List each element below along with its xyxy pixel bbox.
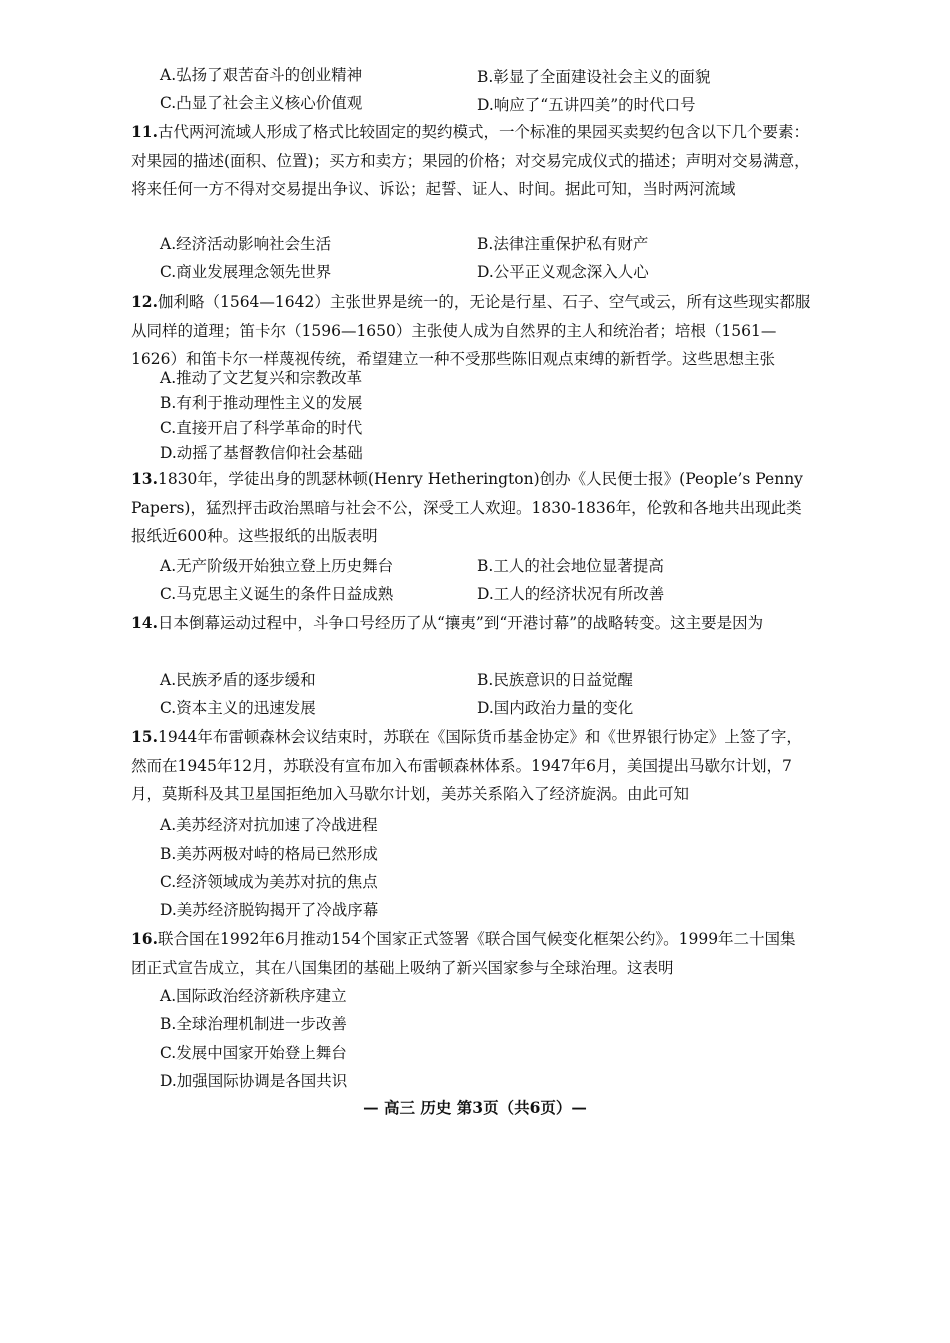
question-stem bbox=[131, 723, 811, 809]
q16-option-d: D.加强国际协调是各国共识 bbox=[160, 1072, 348, 1090]
q13-option-b: B.工人的社会地位显著提高 bbox=[477, 557, 664, 575]
q12-option-c: C.直接开启了科学革命的时代 bbox=[160, 419, 363, 437]
question-text: 古代两河流域人形成了格式比较固定的契约模式，一个标准的果园买卖契约包含以下几个要素：对果园的描述(面积、位置)；买方和卖方；果园的价格；对交易完成仪式的描述；声明对交易满意，将来任何一方不得对交易提出争议、诉讼；起誓、证人、时间。据此可知，当时两河流域 bbox=[131, 123, 810, 199]
question-number: 13. bbox=[131, 469, 158, 488]
q15-option-c: C.经济领域成为美苏对抗的焦点 bbox=[160, 873, 378, 891]
q12-option-a: A.推动了文艺复兴和宗教改革 bbox=[160, 369, 363, 387]
q11-option-c: C.商业发展理念领先世界 bbox=[160, 263, 332, 281]
q11-option-d: D.公平正义观念深入人心 bbox=[477, 263, 649, 281]
q10-option-c: C.凸显了社会主义核心价值观 bbox=[160, 94, 363, 112]
q14-option-d: D.国内政治力量的变化 bbox=[477, 699, 634, 717]
page-footer: — 高三 历史 第3页（共6页）— bbox=[363, 1098, 587, 1117]
q14-option-a: A.民族矛盾的逐步缓和 bbox=[160, 671, 316, 689]
question-number: 16. bbox=[131, 929, 158, 948]
q13-option-a: A.无产阶级开始独立登上历史舞台 bbox=[160, 557, 394, 575]
question-stem bbox=[131, 288, 811, 374]
q16-option-c: C.发展中国家开始登上舞台 bbox=[160, 1044, 347, 1062]
q15-option-b: B.美苏两极对峙的格局已然形成 bbox=[160, 845, 378, 863]
q10-option-d: D.响应了“五讲四美”的时代口号 bbox=[477, 96, 696, 114]
q10-option-b: B.彰显了全面建设社会主义的面貌 bbox=[477, 68, 711, 86]
q16-option-b: B.全球治理机制进一步改善 bbox=[160, 1015, 347, 1033]
q10-option-a: A.弘扬了艰苦奋斗的创业精神 bbox=[160, 66, 363, 84]
question-13 bbox=[131, 465, 811, 551]
q12-option-b: B.有利于推动理性主义的发展 bbox=[160, 394, 363, 412]
q13-option-c: C.马克思主义诞生的条件日益成熟 bbox=[160, 585, 394, 603]
question-12 bbox=[131, 288, 811, 374]
q14-option-c: C.资本主义的迅速发展 bbox=[160, 699, 316, 717]
question-stem bbox=[131, 465, 811, 551]
q14-option-b: B.民族意识的日益觉醒 bbox=[477, 671, 633, 689]
question-text: 日本倒幕运动过程中，斗争口号经历了从“攘夷”到“开港讨幕”的战略转变。这主要是因为 bbox=[157, 614, 764, 632]
question-text: 联合国在1992年6月推动154个国家正式签署《联合国气候变化框架公约》。1999年二十国集团正式宣告成立，其在八国集团的基础上吸纳了新兴国家参与全球治理。这表明 bbox=[131, 930, 796, 977]
question-number: 11. bbox=[131, 122, 158, 141]
question-stem bbox=[131, 118, 811, 204]
question-number: 12. bbox=[131, 292, 158, 311]
question-15 bbox=[131, 723, 811, 809]
question-text: 伽利略（1564—1642）主张世界是统一的，无论是行星、石子、空气或云，所有这些现实都服从同样的道理；笛卡尔（1596—1650）主张使人成为自然界的主人和统治者；培根（1561—1626）和笛卡尔一样蔑视传统，希望建立一种不受那些陈旧观点束缚的新哲学。这些思想主张 bbox=[131, 293, 811, 369]
q12-option-d: D.动摇了基督教信仰社会基础 bbox=[160, 444, 363, 462]
q11-option-a: A.经济活动影响社会生活 bbox=[160, 235, 332, 253]
q13-option-d: D.工人的经济状况有所改善 bbox=[477, 585, 665, 603]
question-11 bbox=[131, 118, 811, 204]
question-stem bbox=[131, 925, 811, 982]
question-16 bbox=[131, 925, 811, 982]
question-number: 15. bbox=[131, 727, 158, 746]
q11-option-b: B.法律注重保护私有财产 bbox=[477, 235, 649, 253]
question-text: 1944年布雷顿森林会议结束时，苏联在《国际货币基金协定》和《世界银行协定》上签了字，然而在1945年12月，苏联没有宣布加入布雷顿森林体系。1947年6月，美国提出马歇尔计划，7月，莫斯科及其卫星国拒绝加入马歇尔计划，美苏关系陷入了经济旋涡。由此可知 bbox=[131, 728, 802, 804]
question-text: 1830年，学徒出身的凯瑟林顿(Henry Hetherington)创办《人民便士报》(People’s Penny Papers)，猛烈抨击政治黑暗与社会不公，深受工人欢迎。1830-1836年，伦敦和各地共出现此类报纸近600种。这些报纸的出版表明 bbox=[131, 470, 803, 546]
question-14 bbox=[131, 609, 811, 638]
q15-option-a: A.美苏经济对抗加速了冷战进程 bbox=[160, 816, 378, 834]
q16-option-a: A.国际政治经济新秩序建立 bbox=[160, 987, 347, 1005]
question-number: 14. bbox=[131, 613, 158, 632]
question-stem bbox=[131, 609, 811, 638]
q15-option-d: D.美苏经济脱钩揭开了冷战序幕 bbox=[160, 901, 379, 919]
